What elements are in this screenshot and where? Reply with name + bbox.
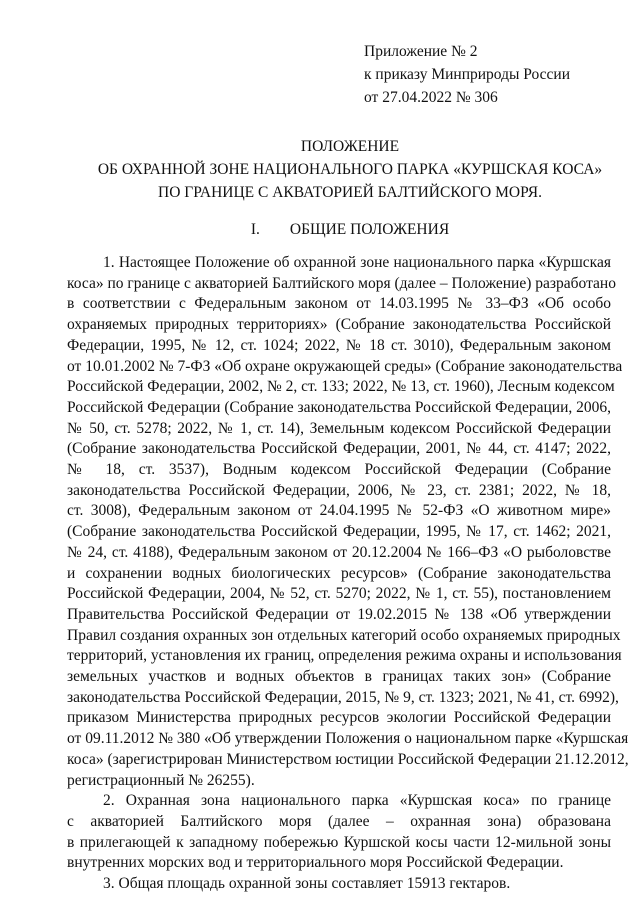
paragraph-line: от 10.01.2002 № 7-ФЗ «Об охране окружающей среды» (Собрание законодательства [67, 357, 623, 375]
document-title [60, 135, 640, 204]
paragraph-1 [67, 253, 629, 791]
paragraph-line: и сохранении водных биологических ресурсов» (Собрание законодательства [67, 564, 611, 582]
paragraph-line: Правил создания охранных зон отдельных категорий особо охраняемых природных [67, 626, 621, 644]
paragraph-3 [67, 874, 611, 895]
annex-order-date: от 27.04.2022 № 306 [364, 89, 498, 106]
paragraph-line: 2. Охранная зона национального парка «Куршская коса» по границе [103, 792, 611, 810]
paragraph-line: 3. Общая площадь охранной зоны составляет 15913 гектаров. [103, 875, 511, 893]
annex-header [364, 40, 570, 109]
paragraph-line: Российской Федерации (Собрание законодательства Российской Федерации, 2006, [67, 398, 611, 416]
paragraph-line: № 24, ст. 4188), Федеральным законом от 20.12.2004 № 166–ФЗ «О рыболовстве [67, 543, 611, 561]
paragraph-line: ст. 3008), Федеральным законом от 24.04.1995 № 52-ФЗ «О животном мире» [67, 502, 611, 520]
paragraph-line: от 09.11.2012 № 380 «Об утверждении Положения о национальном парке «Куршская [67, 730, 629, 748]
paragraph-line: Правительства Российской Федерации от 19.02.2015 № 138 «Об утверждении [67, 605, 611, 623]
paragraph-line: № 18, ст. 3537), Водным кодексом Российской Федерации (Собрание [67, 461, 611, 479]
title-line-2: ОБ ОХРАННОЙ ЗОНЕ НАЦИОНАЛЬНОГО ПАРКА «КУРШСКАЯ КОСА» [97, 161, 603, 178]
paragraph-line: законодательства Российской Федерации, 2015, № 9, ст. 1323; 2021, № 41, ст. 6992), [67, 688, 619, 706]
paragraph-line: законодательства Российской Федерации, 2006, № 23, ст. 2381; 2022, № 18, [67, 481, 611, 499]
paragraph-2 [67, 791, 611, 874]
paragraph-line: № 50, ст. 5278; 2022, № 1, ст. 14), Земельным кодексом Российской Федерации [67, 419, 611, 437]
section-title: ОБЩИЕ ПОЛОЖЕНИЯ [289, 221, 450, 238]
paragraph-line: Российской Федерации, 2002, № 2, ст. 133; 2022, № 13, ст. 1960), Лесным кодексом [67, 378, 615, 396]
paragraph-line: (Собрание законодательства Российской Федерации, 1995, № 17, ст. 1462; 2021, [67, 523, 611, 541]
paragraph-line: коса» по границе с акваторией Балтийского моря (далее – Положение) разработано [67, 274, 616, 292]
annex-order-reference: к приказу Минприроды России [364, 66, 571, 83]
title-line-3: ПО ГРАНИЦЕ С АКВАТОРИЕЙ БАЛТИЙСКОГО МОРЯ. [158, 184, 542, 201]
document-body [67, 253, 629, 895]
paragraph-line: (Собрание законодательства Российской Федерации, 2001, № 44, ст. 4147; 2022, [67, 440, 611, 458]
paragraph-line: с акваторией Балтийского моря (далее – охранная зона) образована [67, 812, 611, 830]
paragraph-line: Российской Федерации, 2004, № 52, ст. 5270; 2022, № 1, ст. 55), постановлением [67, 585, 611, 603]
paragraph-line: территорий, установления их границ, определения режима охраны и использования [67, 647, 622, 665]
paragraph-line: 1. Настоящее Положение об охранной зоне национального парка «Куршская [103, 254, 611, 271]
paragraph-line: земельных участков и водных объектов в границах таких зон» (Собрание [67, 668, 611, 686]
paragraph-line: Федерации, 1995, № 12, ст. 1024; 2022, № 18 ст. 3010), Федеральным законом [67, 336, 611, 354]
paragraph-line: в соответствии с Федеральным законом от 14.03.1995 № 33–ФЗ «Об особо [67, 295, 611, 313]
section-heading [60, 218, 640, 241]
paragraph-line: регистрационный № 26255). [67, 771, 255, 789]
title-line-1: ПОЛОЖЕНИЕ [300, 138, 400, 155]
section-number: I. [250, 221, 260, 238]
annex-number: Приложение № 2 [364, 43, 478, 60]
paragraph-line: коса» (зарегистрирован Министерством юстиции Российской Федерации 21.12.2012, [67, 750, 629, 768]
paragraph-line: внутренних морских вод и территориального моря Российской Федерации. [67, 854, 564, 872]
paragraph-line: в прилегающей к западному побережью Куршской косы части 12-мильной зоны [67, 833, 611, 851]
paragraph-line: охраняемых природных территориях» (Собрание законодательства Российской [67, 316, 611, 334]
paragraph-line: приказом Министерства природных ресурсов экологии Российской Федерации [67, 709, 611, 727]
